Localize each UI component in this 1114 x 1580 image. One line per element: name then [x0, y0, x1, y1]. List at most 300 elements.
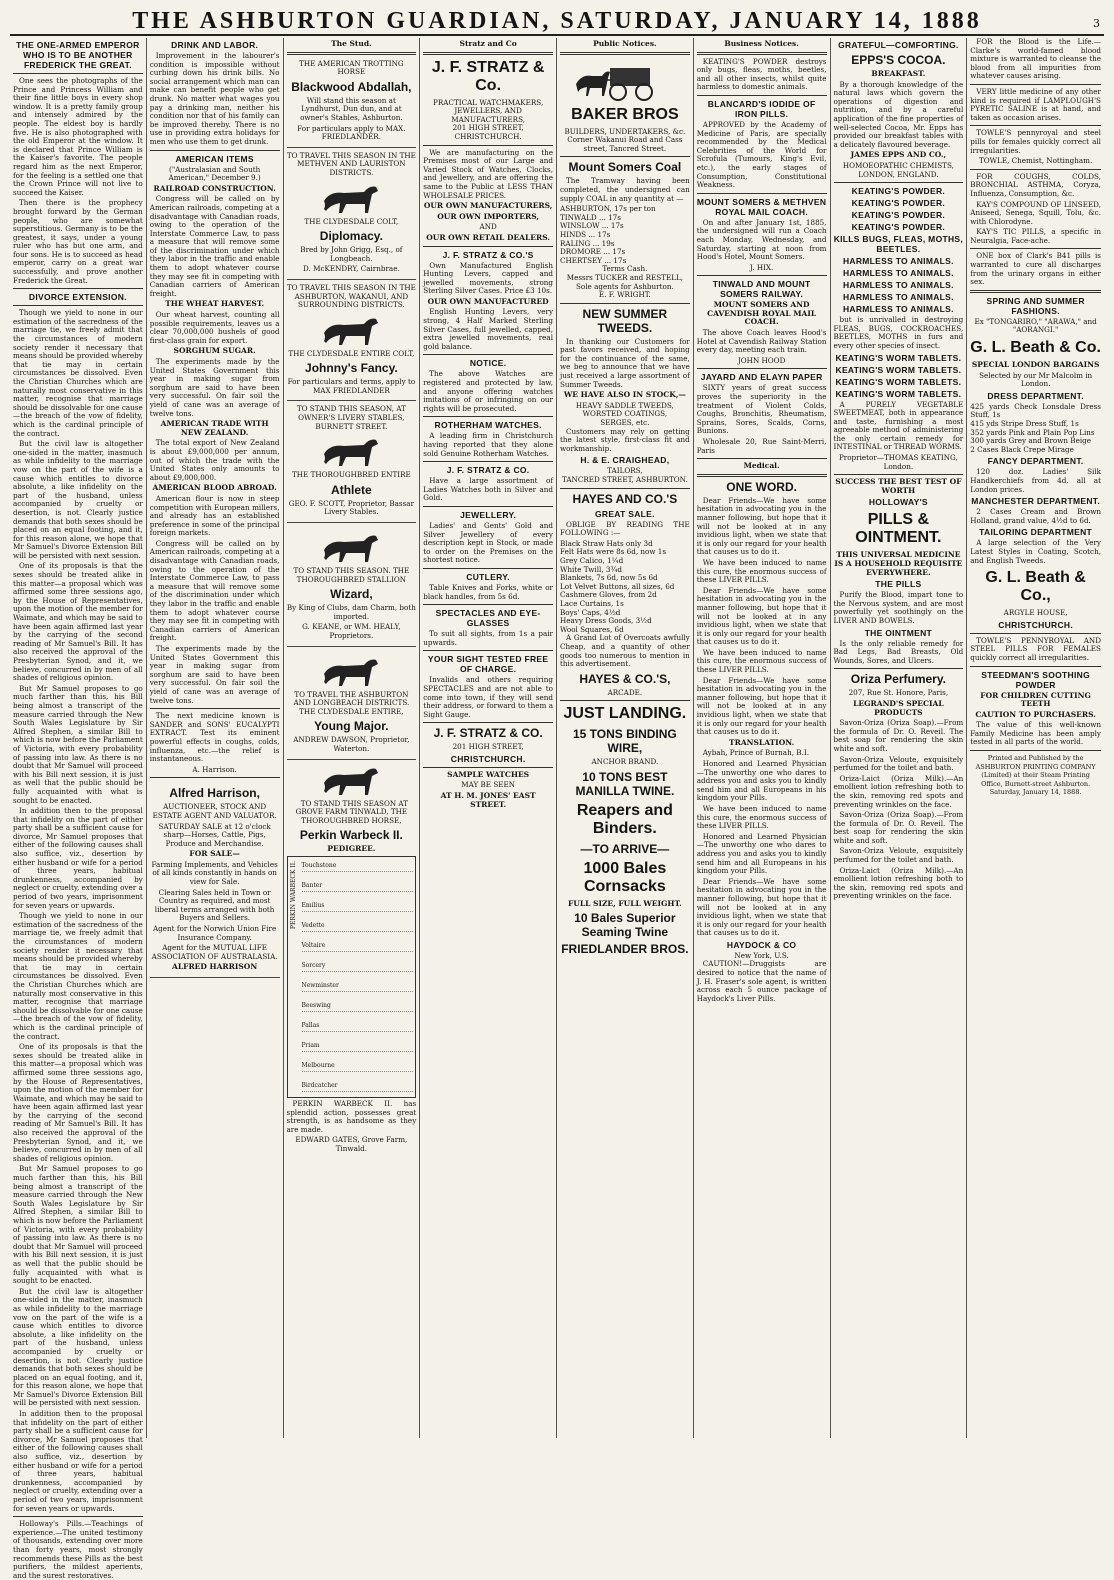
article-paragraph: Congress will be called on by American railroads, competing at a disadvantage with Canadian roads, owing to the operation of the Interstate Commerce Law, to pass a measure that will remove some of the discrimination under which they labor in the traffic and enable them to adopt whatever course they may see fit in competing with Canadian carriers of American freight. — [149, 194, 280, 298]
horse-icon — [316, 654, 386, 688]
harmless-line: HARMLESS TO ANIMALS. — [842, 268, 954, 279]
advert-heading: 15 TONS BINDING WIRE, — [572, 727, 677, 756]
advert-subheading: SUCCESS THE BEST TEST OF WORTH — [835, 477, 962, 495]
article-subheading: ("Australasian and South American," December 9.) — [168, 164, 261, 183]
advert-subheading: SPECIAL LONDON BARGAINS — [971, 360, 1100, 370]
worm-line: KEATING'S WORM TABLETS. — [835, 376, 962, 387]
advert-heading: J. F. STRATZ & CO.'S — [442, 249, 534, 260]
advert-line: AT H. M. JONES' EAST STREET. — [440, 791, 536, 809]
pedigree-entry: Newminster — [302, 982, 414, 992]
imprint: Printed and Published by the ASHBURTON PRINTING COMPANY (Limited) at their Steam Printing Office, Burnett-street Ashburton. — [975, 754, 1096, 788]
advert-stallion — [287, 58, 417, 148]
advert-text: By King of Clubs, dam Charm, both imported. — [286, 603, 416, 621]
coal-rates — [560, 205, 690, 265]
advert-text: For particulars and terms, apply to MAX FRIEDLANDER — [287, 377, 416, 395]
advert-line: SAMPLE WATCHES — [447, 769, 530, 779]
advert-line: Ex "TONGARIRO," "ARAWA," and "AORANGI." — [974, 316, 1097, 335]
advert-signature: E. F. WRIGHT. — [598, 290, 651, 300]
advert-text: We have been induced to name this cure, the enormous success of these LIVER PILLS. — [696, 557, 827, 585]
sale-item: Boys' Caps, 4½d — [560, 607, 621, 617]
advert-text: Have a large assortment of Ladies Watches both in Silver and Gold. — [423, 476, 553, 503]
advert-heading: J. F. STRATZ & CO. — [446, 465, 530, 476]
advert-text: In thanking our Customers for past favors received, and hoping for the continuance of the same, we beg to announce that we have just received a large assortment of Summer Tweeds. — [560, 336, 690, 389]
sale-item: White Twill, 3¾d — [560, 564, 623, 574]
advert-text: To suit all sights, from 1s a pair upwards. — [423, 629, 553, 647]
advert-text: The above Coach leaves Hood's Hotel at Cavendish Railway Station every day, meeting each train. — [696, 328, 827, 355]
pedigree-entry: Pallas — [302, 1022, 414, 1032]
article-paragraph: Improvement in the labourer's condition is impossible without curbing down his drink bills. No social arrangement which man can make can benefit people who get drunk. No matter what wages you pay a drinking man, neither his condition nor that of his family can be improved thereby. There is no use in providing extra holidays for men who use them to get drunk. — [149, 51, 280, 146]
sale-item: Blankets, 7s 6d, now 5s 6d — [560, 573, 658, 583]
advert-text: Is the only reliable remedy for Bad Legs, Bad Breasts, Old Wounds, Sores, and Ulcers. — [833, 638, 964, 665]
firm-address: 201 HIGH STREET, CHRISTCHURCH. — [452, 123, 524, 141]
section-heading: RAILROAD CONSTRUCTION. — [153, 183, 276, 193]
pedigree-entry: Vedette — [302, 922, 414, 932]
horse-name: Perkin Warbeck II. — [299, 828, 403, 843]
firm-address: New York, U.S. — [734, 950, 789, 960]
advert-text: VERY little medicine of any other kind is required if LAMPLOUGH'S PYRETIC SALINE is at hand, and taken as occasion arises. — [970, 86, 1101, 122]
pedigree-entry: Emilius — [302, 902, 414, 912]
advert-heading: HAYES AND CO.'S — [572, 491, 678, 506]
department-heading: MANCHESTER DEPARTMENT. — [971, 496, 1100, 507]
firm-name: G. L. Beath & Co., — [985, 569, 1086, 605]
firm-name: BAKER BROS — [571, 105, 679, 123]
advert-heading: BLANCARD'S IODIDE OF IRON PILLS. — [707, 98, 816, 119]
advert-stallion — [287, 763, 417, 1154]
advert-harrison — [150, 781, 280, 978]
rate-row: DROMORE ... 17s — [560, 247, 626, 257]
worm-line: KEATING'S WORM TABLETS. — [835, 352, 962, 363]
section-heading: The Stud. — [331, 39, 372, 48]
keating-line: KEATING'S POWDER. — [851, 210, 946, 221]
advert-text: APPROVED by the Academy of Medicine of Paris, are specially recommended by the Medical Celebrities of the World for Scrofula (Tumours, King's Evil, etc.), the early stages of Consumption, Constitutional Weakness. — [696, 119, 827, 190]
rate-row: HINDS ... 17s — [560, 229, 611, 239]
advert-text: THE CLYDESDALE ENTIRE COLT, — [288, 348, 415, 358]
sale-item: Lot Velvet Buttons, all sizes, 6d — [560, 581, 675, 591]
dress-item: 415 yds Stripe Dress Stuff, 1s — [970, 419, 1079, 428]
advert-text: KEATING'S POWDER destroys only bugs, fleas, moths, beetles, and all other insects, whilst quite harmless to domestic animals. — [696, 56, 827, 92]
advert-text: 2 Cases Cream and Brown Holland, grand value, 4½d to 6d. — [970, 507, 1101, 525]
article-paragraph: But Mr Samuel proposes to go much farther than this, his Bill being almost a transcript of the measure carried through the New South Wales Legislature by Sir Alfred Stephen, a similar Bill to which is now before the Parliament of Victoria, with every probability of passing into law. As there is no doubt that Mr Samuel will proceed with his Bill next session, it is just as well that the public should be fully acquainted with what is sought to be enacted. — [13, 1164, 143, 1286]
article-paragraph: But the civil law is altogether one-sided in the matter, inasmuch as while infidelity to the marriage vow on the part of the wife is a cause which entitles to divorce absolute, a like infidelity on the part of the husband, unless accompanied by cruelty or desertion, is not. Clearly justice demands that both sexes should be placed on an equal footing, and it, for this reason alone, we hope that Mr Samuel's Divorce Extension Bill will be persisted with next session. — [13, 1286, 143, 1408]
column-7 — [831, 38, 968, 1438]
advert-text: Dear Friends—We have some hesitation in advocating you in the manner following, but hope that it will not be looked at in any invidious light, when we state that it is only our regard for your health that causes us to do it. — [696, 675, 827, 737]
advert-text: Customers may rely on getting the latest style, first-class fit and workmanship. — [560, 426, 690, 453]
dress-item: 425 yards Check Lonsdale Dress Stuff, 1s — [970, 401, 1101, 420]
worm-line: KEATING'S WORM TABLETS. — [835, 364, 962, 375]
harmless-line: HARMLESS TO ANIMALS. — [842, 280, 954, 291]
firm-address: TANCRED STREET, ASHBURTON. — [561, 475, 688, 484]
advert-text: SIXTY years of great success proves the superiority in the treatment of Violent Colds, Coughs, Bronchitis, Rheumatism, Sprains, Sores, Scalds, Corns, Bunions. — [696, 383, 827, 436]
pedigree-side-label: PERKIN WARBECK II. — [289, 860, 297, 930]
advert-heading: JUST LANDING. — [563, 705, 687, 723]
advert-text: Oriza-Laict (Oriza Milk).—An emollient lotion refreshing both to the skin, removing red spots and preventing wrinkles on the face. — [833, 773, 964, 809]
advert-text: We are manufacturing on the Premises most of our Large and Varied Stock of Watches, Clocks, and Jewellery, and are offering the same to the Public at LESS THAN WHOLESALE PRICES. — [423, 147, 553, 200]
advert-text: Savon-Oriza (Oriza Soap).—From the formula of Dr. O. Reveil. The best soap for rendering the skin white and soft. — [833, 810, 964, 845]
horse-name: Young Major. — [314, 719, 389, 734]
advert-text: Own Manufactured English Hunting Levers, capped and jewelled movements, strong Sterling Silver Cases. Price £3 10s. — [423, 260, 553, 296]
firm-address: Corner Wakanui Road and Cass street, Tancred Street. — [567, 135, 683, 153]
advert-stallion — [287, 403, 417, 523]
advert-heading: Mount Somers Coal — [568, 160, 682, 175]
advert-text: TOWLE'S PENNYROYAL AND STEEL PILLS FOR FEMALES quickly correct all irregularities. — [970, 635, 1101, 662]
advert-heading: GRATEFUL—COMFORTING. — [838, 40, 959, 50]
advert-text: THE THOROUGHBRED ENTIRE — [292, 470, 411, 480]
advert-text: Savon-Oriza (Oriza Soap).—From the formula of Dr. O. Reveil. The best soap for rendering the skin white and soft. — [833, 718, 964, 753]
advert-subheading: FOR SALE— — [189, 849, 240, 859]
horse-icon — [316, 434, 386, 468]
pedigree-entry: Beeswing — [302, 1002, 414, 1012]
article-paragraph: The experiments made by the United States Government this year in making sugar from sorghum are said to have been very successful. On fair soil the yield of cane was an average of twelve tons. — [149, 644, 280, 705]
harmless-line: HARMLESS TO ANIMALS. — [842, 256, 954, 267]
article-paragraph: One sees the photographs of the Prince and Princess William and their fine little boys in every shop window. It is a pretty family group and intensely admired by the people. The eldest boy is hardly five. He is also photographed with the old Emperor at the window. It is declared that Prince William is the Kaiser's favorite. The people regard him as the next Emperor, for the feeling is a settled one that the Crown Prince will not live to succeed the Kaiser. — [13, 76, 143, 197]
firm-name: J. F. STRATZ & CO. — [433, 726, 543, 741]
advert-line: AND — [479, 222, 497, 232]
advert-line: ANCHOR BRAND. — [591, 757, 659, 767]
article-paragraph: Though we yield to none in our estimation of the sacredness of the marriage tie, we freely admit that the circumstances of modern society render it necessary that means should be provided whereby that tie may in certain circumstances be dissolved. Even the Christian Churches which are naturally most conservative in this matter, recognise that marriage should be dissolvable for one cause—the breach of the vow of fidelity, which is the cardinal principle of the contract. — [13, 308, 143, 438]
column-6 — [694, 38, 831, 1438]
pedigree-entry: Touchstone — [302, 862, 414, 872]
advert-line: OUR OWN RETAIL DEALERS. — [426, 232, 550, 242]
article-paragraph: Then there is the prophecy brought forward by the German people, who are somewhat superstitious. Germany is to be the greatest, it says, under a young ruler who has but one arm, and four sons. He is to succeed as head emperor, carry on a great war successfully, and prove another Frederick the Great. — [13, 198, 143, 285]
advert-text: TOWLE'S pennyroyal and steel pills for females quickly correct all irregularities. — [970, 128, 1101, 155]
advert-text: A Grand Lot of Overcoats awfully Cheap, and a quantity of other goods too numerous to mention in this advertisement. — [560, 633, 690, 669]
horse-icon — [316, 181, 386, 215]
advert-text: TO STAND THIS SEASON, AT OWNER'S LIVERY STABLES, BURNETT STREET. — [296, 404, 406, 431]
department-heading: DRESS DEPARTMENT. — [987, 390, 1084, 401]
advert-line: HEAVY SADDLE TWEEDS, — [575, 400, 674, 410]
firm-address: 201 HIGH STREET, — [452, 742, 524, 752]
advert-text: For particulars apply to MAX. FRIEDLANDER. — [297, 123, 406, 142]
firm-address: ARCADE. — [607, 687, 643, 697]
keating-line: KEATING'S POWDER. — [851, 186, 946, 197]
advert-text: Dear Friends—We have some hesitation in advocating you in the manner following, but hope that it will not be looked at in any invidious light, when we state that it is only our regard for your health that causes us to do it. — [696, 876, 827, 938]
pedigree-entry: Priam — [302, 1042, 414, 1052]
advert-subheading: TRANSLATION. — [729, 737, 795, 747]
advert-text: but is unrivalled in destroying FLEAS, BUGS, COCKROACHES, BEETLES, MOTHS in furs and every other species of insect. — [833, 315, 964, 350]
pedigree-entry: Banter — [302, 882, 414, 892]
advert-signature: J. HIX. — [749, 262, 774, 272]
advert-heading: EPPS'S COCOA. — [851, 53, 946, 67]
advert-text: Agent for the Norwich Union Fire Insurance Company. — [152, 924, 277, 942]
section-heading: SORGHUM SUGAR. — [173, 346, 256, 356]
pedigree-entry: Birdcatcher — [302, 1082, 414, 1092]
sale-items — [560, 540, 690, 635]
advert-text: Dear Friends—We have some hesitation in advocating you in the manner following, but hope that it will not be looked at in any invidious light, when we state that it is only our regard for your health that causes us to do it. — [696, 585, 827, 647]
harmless-line: HARMLESS TO ANIMALS. — [842, 304, 954, 315]
keating-line: KEATING'S POWDER. — [851, 222, 946, 233]
advert-subheading: CAUTION TO PURCHASERS. — [975, 709, 1096, 719]
dress-items — [970, 403, 1101, 455]
article-heading: AMERICAN ITEMS — [175, 153, 254, 164]
advert-signature: JAMES EPPS AND CO., — [850, 150, 947, 160]
article-paragraph: In addition then to the proposal that infidelity on the part of either party shall be a sufficient cause for divorce, Mr Samuel proposes that either of the following causes shall also suffice, viz., desertion by either husband or wife for a period of three years, habitual drunkenness, accompanied by neglect or cruelty, extending over a period of two years, imprisonment for seven years or upwards. — [13, 1409, 143, 1513]
article-paragraph: But Mr Samuel proposes to go much farther than this, his Bill being almost a transcript of the measure carried through the New South Wales Legislature by Sir Alfred Stephen, a similar Bill to which is now before the Parliament of Victoria, with every probability of passing into law. As there is no doubt that Mr Samuel will proceed with his Bill next session, it is just as well that the public should be fully acquainted with what is sought to be enacted. — [13, 683, 143, 805]
advert-text: Aybah, Prince of Burnah, B.I. — [702, 748, 809, 758]
article-paragraph: One of its proposals is that the sexes should be treated alike in this matter—a proposal which was affirmed some three sessions ago, by the House of Representatives, upon the motion of the member for Waimate, and which may be said to have been again affirmed last year by the carrying of the second reading of Mr Samuel's Bill. It has also received the approval of the Presbyterian Synod, and it, we believe, concurred in by men of all shades of religious opinion. — [13, 561, 143, 683]
advert-text: Honored and Learned Physician—The unworthy one who dares to address you and asks you to kindly send him and all Europeans in his kingdom your Pills. — [696, 831, 827, 876]
section-heading: THE WHEAT HARVEST. — [165, 299, 265, 309]
department-heading: TAILORING DEPARTMENT — [979, 527, 1093, 538]
article-paragraph: The total export of New Zealand is about £9,000,000 per annum, out of which the trade with the United States only amounts to about £9,000,000. — [149, 438, 280, 482]
sale-item: Cashmere Gloves, from 2d — [560, 590, 657, 600]
pedigree-table — [287, 856, 417, 1098]
keating-line: KEATING'S POWDER. — [851, 198, 946, 209]
advert-text: We have been induced to name this cure, the enormous success of these LIVER PILLS. — [696, 803, 827, 831]
advert-heading: 1000 Bales Cornsacks — [583, 859, 667, 895]
advert-text: G. KEANE, or WM. HEALY, Proprietors. — [302, 622, 401, 640]
dress-item: 300 yards Grey and Brown Beige — [970, 436, 1091, 446]
advert-text: Savon-Oriza Veloute, exquisitely perfumed for the toilet and bath. — [833, 754, 964, 773]
column-1 — [10, 38, 147, 1580]
advert-text: FOR COUGHS, COLDS, BRONCHIAL ASTHMA, Coryza, Influenza, Consumption, &c. — [970, 171, 1101, 198]
advert-text: A large selection of the Very Latest Styles in Coating, Scotch, and English Tweeds. — [970, 538, 1101, 565]
advert-text: TO TRAVEL THIS SEASON IN THE ASHBURTON, WAKANUI, AND SURROUNDING DISTRICTS. — [286, 282, 416, 310]
advert-text: A PURELY VEGETABLE SWEETMEAT, both in appearance and taste, furnishing a most agreeable method of administering the only certain remedy for INTESTINAL or THREAD WORMS. — [833, 399, 964, 452]
article-paragraph: One of its proposals is that the sexes should be treated alike in this matter—a proposal which was affirmed some three sessions ago, by the House of Representatives, upon the motion of the member for Waimate, and which may be said to have been again affirmed last year by the carrying of the second reading of Mr Samuel's Bill. It has also received the approval of the Presbyterian Synod, and it, we believe, concurred in by men of all shades of religious opinion. — [13, 1042, 143, 1163]
pedigree-heading: PEDIGREE. — [327, 844, 376, 854]
advert-stallion — [287, 525, 417, 647]
rate-row: RALING ... 19s — [560, 238, 615, 248]
advert-heading: THE PILLS — [875, 579, 922, 590]
advert-text: Dear Friends—We have some hesitation in advocating you in the manner following, but hope that it will not be looked at in any invidious light, when we state that it is only our regard for your health that causes us to do it. — [696, 495, 827, 557]
dress-item: 352 yards Pink and Plain Pop Lins — [970, 427, 1095, 437]
article-paragraph: But the civil law is altogether one-sided in the matter, inasmuch as while infidelity to the marriage vow on the part of the wife is a cause which entitles to divorce absolute, a like infidelity on the part of the husband, unless accompanied by cruelty or desertion, is not. Clearly justice demands that both sexes should be placed on an equal footing, and it, for this reason alone, we hope that Mr Samuel's Divorce Extension Bill will be persisted with next session. — [13, 439, 143, 560]
article-paragraph: Congress will be called on by American railroads, competing at a disadvantage with Canadian roads, owing to the operation of the Interstate Commerce Law, to pass a measure that will remove some of the discrimination under which they labor in the traffic and enable them to adopt whatever course they may see fit in competing with Canadian carriers of American freight. — [149, 538, 280, 643]
dress-item: 2 Cases Black Crepe Mirage — [970, 444, 1074, 454]
firm-city: CHRISTCHURCH. — [450, 753, 526, 764]
horse-name: Blackwood Abdallah, — [291, 79, 412, 94]
advert-text: A leading firm in Christchurch having reported that they alone sold Genuine Rotherham Watches. — [423, 431, 553, 458]
department-heading: FANCY DEPARTMENT. — [987, 456, 1084, 467]
page-number: 3 — [1093, 17, 1100, 30]
advert-text: Bred by John Grigg, Esq., of Longbeach. — [300, 245, 403, 263]
harmless-line: HARMLESS TO ANIMALS. — [842, 292, 954, 303]
advert-text: ONE box of Clark's B41 pills is warranted to cure all discharges from the urinary organs in either sex. — [970, 251, 1101, 287]
advert-text: Wholesale 20, Rue Saint-Merri, Paris — [696, 437, 827, 455]
advert-heading: THE OINTMENT — [864, 627, 933, 638]
pedigree-entry: Sorcery — [302, 962, 414, 972]
advert-line: Terms Cash. — [602, 264, 648, 274]
worm-line: KEATING'S WORM TABLETS. — [835, 388, 962, 399]
firm-name: G. L. Beath & Co. — [970, 339, 1101, 357]
firm-city: CHRISTCHURCH. — [998, 619, 1073, 630]
advert-heading: JEWELLERY. — [460, 509, 517, 520]
advert-text: FOR the Blood is the Life.—Clarke's world-famed blood mixture is warranted to cleanse the blood from all impurities from whatever causes arising. — [970, 37, 1101, 81]
advert-text: Will stand this season at Lyndhurst, Dun dun, and at owner's Stables, Ashburton. — [300, 95, 403, 122]
advert-line: KILLS BUGS, FLEAS, MOTHS, BEETLES. — [833, 234, 964, 255]
firm-name: H. & E. CRAIGHEAD, — [580, 455, 670, 466]
advert-text: The Tramway having been completed, the undersigned can supply COAL in any quantity at — — [560, 176, 690, 203]
advert-line: MAY BE SEEN — [461, 780, 516, 790]
advert-text: SATURDAY SALE at 12 o'clock sharp—Horses, Cattle, Pigs, Produce and Merchandise. — [158, 821, 271, 848]
column-3 — [284, 38, 421, 1438]
advert-heading: SPECTACLES AND EYE-GLASSES — [435, 608, 541, 629]
advert-text: Honored and Learned Physician—The unworthy one who dares to address you and asks you to kindly send him and all Europeans in his kingdom your Pills. — [696, 759, 827, 803]
advert-text: Purify the Blood, impart tone to the Nervous system, and are most powerfully yet soothingly on the LIVER AND BOWELS. — [833, 590, 964, 625]
firm-subtitle: BUILDERS, UNDERTAKERS, &c. — [564, 126, 686, 136]
pedigree-entry: Voltaire — [302, 942, 414, 952]
advert-heading: ROTHERHAM WATCHES. — [434, 420, 542, 431]
imprint-date: Saturday, January 14, 1888. — [989, 788, 1082, 797]
advert-text: Oriza-Laict (Oriza Milk).—An emollient lotion refreshing both to the skin, removing red spots and preventing wrinkles on the face. — [833, 865, 964, 901]
advert-stallion — [287, 649, 417, 760]
article-paragraph: American flour is now in steep competition with European millers, and already has an established preference in some of the principal foreign markets. — [149, 493, 280, 538]
rate-row: CHERTSEY ... 17s — [560, 255, 627, 265]
advert-text: AUCTIONEER, STOCK AND ESTATE AGENT AND VALUATOR. — [152, 802, 277, 820]
advert-text: The value of this well-known Family Medicine has been amply tested in all parts of the world. — [970, 720, 1101, 747]
advert-heading: NEW SUMMER TWEEDS. — [582, 306, 668, 335]
advert-text: Farming Implements, and Vehicles of all kinds constantly in hands on view for Sale. — [151, 859, 278, 887]
advert-signature: TOWLE, Chemist, Nottingham. — [978, 156, 1093, 166]
section-heading: AMERICAN BLOOD ABROAD. — [152, 483, 277, 493]
advert-line: Selected by our Mr Malcolm in London. — [979, 370, 1093, 389]
advert-line: HOMOEOPATHIC CHEMISTS, LONDON, ENGLAND. — [842, 160, 954, 179]
advert-text: By a thorough knowledge of the natural laws which govern the operations of digestion and nutrition, and by a careful application of the fine properties of well-selected Cocoa, Mr. Epps has provided our breakfast tables with a delicately flavoured beverage. — [833, 79, 964, 149]
pedigree-entry: Melbourne — [302, 1062, 414, 1072]
article-paragraph: The experiments made by the United States Government this year in making sugar from sorghum are said to have been very successful. On fair soil the yield of cane was an average of twelve tons. — [149, 357, 280, 418]
column-8 — [967, 38, 1104, 1438]
firm-name: FRIEDLANDER BROS. — [561, 942, 689, 957]
sale-item: Grey Calico, 1¼d — [560, 555, 624, 565]
advert-signature: Proprietor—THOMAS KEATING, London. — [838, 453, 958, 471]
advert-stallion — [287, 282, 417, 402]
section-heading: Public Notices. — [593, 39, 657, 48]
advert-line: SERGES, etc. — [600, 418, 650, 428]
rate-row: ASHBURTON, 17s per ton — [560, 204, 656, 214]
advert-text: English Hunting Levers, very strong, 4 Half Marked Sterling Silver Cases, full jewelled, capped, extra jewelled movements, real gold balance. — [423, 307, 553, 351]
firm-name: HAYES & CO.'S, — [579, 671, 671, 686]
advert-heading: NOTICE. — [469, 358, 507, 369]
article-heading: DIVORCE EXTENSION. — [28, 292, 127, 303]
advert-heading: —TO ARRIVE— — [580, 841, 670, 856]
section-heading: Business Notices. — [724, 39, 799, 48]
advert-line: OUR OWN IMPORTERS, — [437, 211, 539, 221]
advert-text: THE AMERICAN TROTTING HORSE — [299, 58, 404, 77]
advert-text: Ladies' and Gents' Gold and Silver Jewellery of every description kept in Stock, or made to order on the Premises on the shortest notice. — [423, 520, 553, 565]
advert-heading: TINWALD AND MOUNT SOMERS RAILWAY. — [712, 279, 811, 300]
advert-text: Savon-Oriza Veloute, exquisitely perfumed for the toilet and bath. — [833, 846, 964, 865]
advert-signature: ALFRED HARRISON — [172, 962, 258, 972]
firm-name: HAYDOCK & CO — [726, 939, 797, 950]
advert-heading: CUTLERY. — [466, 571, 510, 582]
horse-name: Wizard, — [330, 587, 373, 602]
advert-title: Alfred Harrison, — [169, 786, 260, 801]
advert-heading: Oriza Perfumery. — [850, 672, 946, 687]
column-4 — [420, 38, 557, 1438]
advert-line: OUR OWN MANUFACTURED — [427, 296, 549, 306]
advert-line: OUR OWN MANUFACTURERS, — [423, 201, 553, 211]
advert-text: The above Watches are registered and protected by law, and anyone offering watches imitations of or infringing on our rights will be prosecuted. — [423, 369, 553, 413]
advert-heading: STEEDMAN'S SOOTHING POWDER — [981, 669, 1091, 690]
advert-text: On and after January 1st, 1885, the undersigned will run a Coach each Monday, Wednesday, and Saturday, starting at noon from Hood's Hotel, Mount Somers. — [696, 217, 827, 262]
advert-text: TO TRAVEL THE ASHBURTON AND LONGBEACH DISTRICTS. THE CLYDESDALE ENTIRE, — [293, 689, 410, 716]
advert-subheading: BREAKFAST. — [871, 69, 926, 78]
sale-item: Lace Curtains, 1s — [560, 598, 624, 608]
advert-heading: PILLS & OINTMENT. — [855, 511, 942, 547]
sale-item: Wool Squares, 6d — [560, 624, 624, 634]
advert-subheading: THIS UNIVERSAL MEDICINE IS A HOUSEHOLD REQUISITE EVERYWHERE. — [834, 550, 963, 577]
advert-text: Agent for the MUTUAL LIFE ASSOCIATION OF AUSTRALASIA. — [151, 943, 278, 961]
advert-text: THE CLYDESDALE COLT, — [304, 216, 399, 226]
advert-text: Table Knives and Forks, white or black handles, from 5s 6d. — [423, 582, 553, 601]
carriage-illustration — [570, 58, 680, 102]
advert-heading: YOUR SIGHT TESTED FREE OF CHARGE. — [427, 654, 549, 675]
advert-heading: ONE WORD. — [726, 479, 797, 494]
advert-text: ANDREW DAWSON, Proprietor, Waterton. — [293, 735, 410, 753]
advert-subheading: MOUNT SOMERS AND CAVENDISH ROYAL MAIL COACH. — [707, 300, 817, 327]
advert-text: We have been induced to name this cure, the enormous success of these LIVER PILLS. — [696, 647, 827, 675]
horse-name: Diplomacy. — [319, 229, 383, 244]
newspaper-title: THE ASHBURTON GUARDIAN, SATURDAY, JANUARY 14, 1888 — [132, 8, 982, 34]
article-paragraph: In addition then to the proposal that infidelity on the part of either party shall be a sufficient cause for divorce, Mr Samuel proposes that either of the following causes shall also suffice, viz., desertion by either husband or wife for a period of three years, habitual drunkenness, accompanied by neglect or cruelty, extending over a period of two years, imprisonment for seven years or upwards. — [13, 806, 143, 910]
firm-address: ARGYLE HOUSE, — [1003, 608, 1068, 618]
firm-subtitle: PRACTICAL WATCHMAKERS, JEWELLERS, AND MANUFACTURERS, — [433, 97, 544, 124]
rate-row: TINWALD ... 17s — [560, 212, 621, 222]
advert-heading: SPRING AND SUMMER FASHIONS. — [986, 295, 1085, 316]
advert-text: TO STAND THIS SEASON. THE THOROUGHBRED STALLION — [293, 566, 410, 584]
advert-text: 120 doz. Ladies' Silk Handkerchiefs from 4d. all at London prices. — [970, 467, 1101, 494]
advert-paragraph: Holloway's Pills.—Teachings of experience.—The united testimony of thousands, extending over more than forty years, most strongly recommends these Pills as the best purifiers, the mildest aperients, and the surest restoratives. — [13, 1519, 143, 1580]
advert-text: Invalids and others requiring SPECTACLES and are not able to come into town, if they will send their address, or forward to them a Sight Gauge. — [423, 675, 553, 719]
advert-subheading: LEGRAND'S SPECIAL PRODUCTS — [853, 698, 944, 717]
horse-name: Athlete — [331, 482, 372, 497]
article-paragraph: Our wheat harvest, counting all possible requirements, leaves us a clear 70,000,000 bushels of good first-class grain for export. — [149, 310, 280, 345]
advert-stallion — [287, 150, 417, 280]
advert-subheading: FOR CHILDREN CUTTING TEETH — [980, 690, 1091, 709]
advert-text: GEO. F. SCOTT, Proprietor, Bassar Livery Stables. — [288, 498, 415, 517]
sale-item: Black Straw Hats only 3d — [560, 538, 653, 548]
sale-item: Felt Hats were 8s 6d, now 1s — [560, 547, 667, 557]
advert-heading: HOLLOWAY'S — [868, 497, 928, 508]
firm-subtitle: TAILORS, — [607, 466, 643, 476]
horse-name: Johnny's Fancy. — [305, 361, 398, 376]
article-heading: THE ONE-ARMED EMPEROR WHO IS TO BE ANOTHER FREDERICK THE GREAT. — [16, 40, 140, 70]
column-5 — [557, 38, 694, 1438]
advert-heading: Reapers and Binders. — [576, 801, 673, 837]
advert-text: PERKIN WARBECK II. has splendid action, possesses great strength, is as handsome as they are made. — [286, 1098, 417, 1134]
masthead — [10, 6, 1104, 36]
advert-signature: EDWARD GATES, Grove Farm, Tinwald. — [295, 1135, 408, 1153]
section-heading: Medical. — [743, 461, 780, 471]
column-2 — [147, 38, 284, 1438]
horse-icon — [316, 530, 386, 564]
advert-line: FULL SIZE, FULL WEIGHT. — [568, 898, 682, 908]
signature: A. Harrison. — [192, 764, 237, 774]
advert-heading: GREAT SALE. — [594, 508, 655, 519]
advert-text: Clearing Sales held in Town or Country as required, and most liberal terms arranged with both Buyers and Sellers. — [154, 887, 275, 923]
section-heading: Stratz and Co — [459, 39, 517, 48]
article-paragraph: Though we yield to none in our estimation of the sacredness of the marriage tie, we freely admit that the circumstances of modern society render it necessary that means should be provided whereby that tie may in certain circumstances be dissolved. Even the Christian Churches which are naturally most conservative in this matter, recognise that marriage should be dissolvable for one cause—the breach of the vow of fidelity, which is the cardinal principle of the contract. — [13, 911, 143, 1041]
advert-heading: MOUNT SOMERS & METHVEN ROYAL MAIL COACH. — [696, 196, 827, 217]
article-heading: DRINK AND LABOR. — [171, 40, 259, 50]
advert-signature: JOHN HOOD — [737, 355, 786, 365]
rate-row: WINSLOW ... 17s — [560, 221, 624, 231]
advert-text: TO TRAVEL THIS SEASON IN THE METHVEN AND LAURISTON DISTRICTS. — [286, 150, 416, 177]
firm-name: J. F. STRATZ & Co. — [431, 58, 545, 94]
advert-text: TO STAND THIS SEASON AT GROVE FARM TINWALD, THE THOROUGHBRED HORSE, — [295, 798, 409, 825]
advert-heading: JAYARD AND ELAYN PAPER — [700, 372, 823, 383]
advert-text: KAY'S COMPOUND OF LINSEED, Aniseed, Senega, Squill, Tolu, &c. with Chlorodyne. — [970, 199, 1101, 226]
advert-line: WE HAVE ALSO IN STOCK,— — [563, 390, 686, 400]
advert-text: OBLIGE BY READING THE FOLLOWING :— — [560, 519, 690, 538]
advert-text: KAY'S TIC PILLS, a specific in Neuralgia, Face-ache. — [970, 227, 1101, 245]
advert-text: CAUTION!—Druggists are desired to notice that the name of J. H. Fraser's sole agent, is written across each 5 ounce package of Haydock's Liver Pills. — [696, 959, 827, 1003]
advert-text: D. McKENDRY, Cairnbrae. — [303, 264, 400, 274]
sale-item: Heavy Dress Goods, 3½d — [560, 616, 652, 626]
article-paragraph: The next medicine known is SANDER and SONS' EUCALYPTI EXTRACT. Test its eminent powerful effects in coughs, colds, influenza, etc.—the relief is instantaneous. — [149, 711, 280, 764]
firm-address: 207, Rue St. Honore, Paris, — [848, 688, 949, 698]
advert-line: Messrs TUCKER and RESTELL, Sole agents for Ashburton. — [566, 272, 684, 291]
